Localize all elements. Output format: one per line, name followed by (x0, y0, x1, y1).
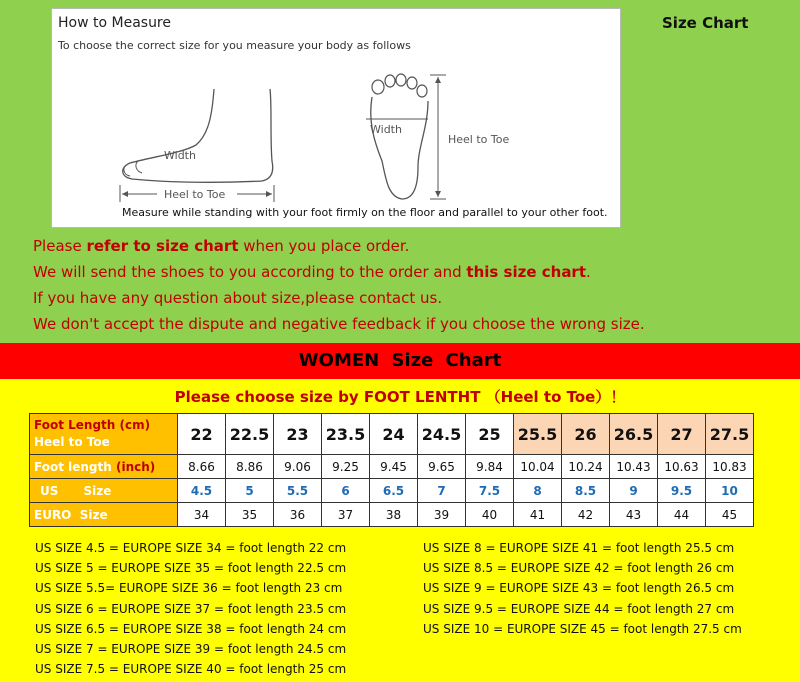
row-foot-length-cm (30, 414, 754, 455)
measure-subtitle: To choose the correct size for you measure your body as follows (58, 39, 411, 52)
size-cell: 9.25 (322, 455, 370, 479)
size-cell: 9.65 (418, 455, 466, 479)
size-cell: 37 (322, 503, 370, 527)
size-cell: 9.45 (370, 455, 418, 479)
size-cell: 9.06 (274, 455, 322, 479)
row-label-foot-length-cm: Foot Length (cm) Heel to Toe (30, 414, 178, 455)
size-cell: 36 (274, 503, 322, 527)
size-table (29, 413, 754, 527)
size-cell: 10.63 (658, 455, 706, 479)
conversion-line: US SIZE 10 = EUROPE SIZE 45 = foot length 27.5 cm (423, 621, 742, 636)
foot-top-view-illustration (362, 71, 522, 203)
size-cell: 10.24 (562, 455, 610, 479)
row-label-euro-size: EURO Size (30, 503, 178, 527)
size-cell: 6 (322, 479, 370, 503)
size-cell: 25 (466, 414, 514, 455)
conversion-line: US SIZE 7.5 = EUROPE SIZE 40 = foot length 25 cm (35, 662, 347, 677)
size-cell: 34 (178, 503, 226, 527)
conversion-line: US SIZE 9.5 = EUROPE SIZE 44 = foot length 27 cm (423, 601, 735, 616)
size-cell: 41 (514, 503, 562, 527)
size-cell: 26.5 (610, 414, 658, 455)
row-foot-length-inch (30, 455, 754, 479)
note-line-2: We will send the shoes to you according to the order and this size chart. (33, 263, 591, 281)
size-cell: 9 (610, 479, 658, 503)
size-cell: 42 (562, 503, 610, 527)
size-cell: 25.5 (514, 414, 562, 455)
size-cell: 10 (706, 479, 754, 503)
conversion-line: US SIZE 7 = EUROPE SIZE 39 = foot length 24.5 cm (35, 642, 347, 657)
size-cell: 39 (418, 503, 466, 527)
row-us-size (30, 479, 754, 503)
size-cell: 6.5 (370, 479, 418, 503)
conversion-line: US SIZE 6 = EUROPE SIZE 37 = foot length 23.5 cm (35, 601, 347, 616)
size-cell: 45 (706, 503, 754, 527)
size-cell: 5 (226, 479, 274, 503)
top-width-label: Width (370, 123, 402, 136)
size-cell: 10.83 (706, 455, 754, 479)
row-label-us-size: US Size (30, 479, 178, 503)
size-cell: 35 (226, 503, 274, 527)
note-line-3: If you have any question about size,please contact us. (33, 289, 443, 307)
banner-title: WOMEN Size Chart (298, 350, 502, 371)
conversion-line: US SIZE 5 = EUROPE SIZE 35 = foot length 22.5 cm (35, 561, 347, 576)
size-cell: 38 (370, 503, 418, 527)
size-cell: 9.84 (466, 455, 514, 479)
top-heel-to-toe-label: Heel to Toe (448, 133, 510, 146)
size-cell: 23.5 (322, 414, 370, 455)
size-cell: 8.5 (562, 479, 610, 503)
size-cell: 7.5 (466, 479, 514, 503)
choose-size-instruction: Please choose size by FOOT LENTHT （Heel to Toe）！ (174, 388, 626, 406)
measure-title: How to Measure (58, 15, 171, 31)
order-notes (33, 233, 645, 337)
row-label-foot-length-inch: Foot length (inch) (30, 455, 178, 479)
width-label: Width (164, 149, 196, 162)
size-cell: 23 (274, 414, 322, 455)
conversion-line: US SIZE 6.5 = EUROPE SIZE 38 = foot length 24 cm (35, 621, 347, 636)
row-euro-size (30, 503, 754, 527)
size-cell: 10.04 (514, 455, 562, 479)
conversion-line: US SIZE 8 = EUROPE SIZE 41 = foot length 25.5 cm (423, 541, 735, 555)
women-size-chart-banner (0, 343, 800, 379)
foot-side-view-illustration (112, 77, 342, 207)
size-cell: 44 (658, 503, 706, 527)
size-cell: 9.5 (658, 479, 706, 503)
size-cell: 24 (370, 414, 418, 455)
size-cell: 8.86 (226, 455, 274, 479)
size-cell: 22 (178, 414, 226, 455)
size-cell: 5.5 (274, 479, 322, 503)
size-chart-heading: Size Chart (662, 14, 749, 32)
how-to-measure-box (51, 8, 621, 228)
note-line-1: Please refer to size chart when you place order. (33, 237, 410, 255)
size-cell: 24.5 (418, 414, 466, 455)
size-cell: 26 (562, 414, 610, 455)
measure-note: Measure while standing with your foot firmly on the floor and parallel to your other foot. (122, 206, 608, 219)
size-cell: 22.5 (226, 414, 274, 455)
size-cell: 7 (418, 479, 466, 503)
size-cell: 10.43 (610, 455, 658, 479)
conversion-list-left (35, 538, 346, 679)
size-cell: 43 (610, 503, 658, 527)
conversion-list-right (423, 538, 742, 639)
conversion-line: US SIZE 5.5= EUROPE SIZE 36 = foot length 23 cm (35, 581, 343, 596)
conversion-line: US SIZE 9 = EUROPE SIZE 43 = foot length 26.5 cm (423, 581, 735, 596)
size-cell: 8.66 (178, 455, 226, 479)
size-cell: 27 (658, 414, 706, 455)
conversion-line: US SIZE 8.5 = EUROPE SIZE 42 = foot length 26 cm (423, 561, 735, 576)
size-cell: 40 (466, 503, 514, 527)
size-cell: 27.5 (706, 414, 754, 455)
conversion-line: US SIZE 4.5 = EUROPE SIZE 34 = foot length 22 cm (35, 541, 347, 555)
heel-to-toe-label: Heel to Toe (164, 188, 226, 201)
note-line-4: We don't accept the dispute and negative feedback if you choose the wrong size. (33, 315, 645, 333)
size-cell: 8 (514, 479, 562, 503)
size-cell: 4.5 (178, 479, 226, 503)
